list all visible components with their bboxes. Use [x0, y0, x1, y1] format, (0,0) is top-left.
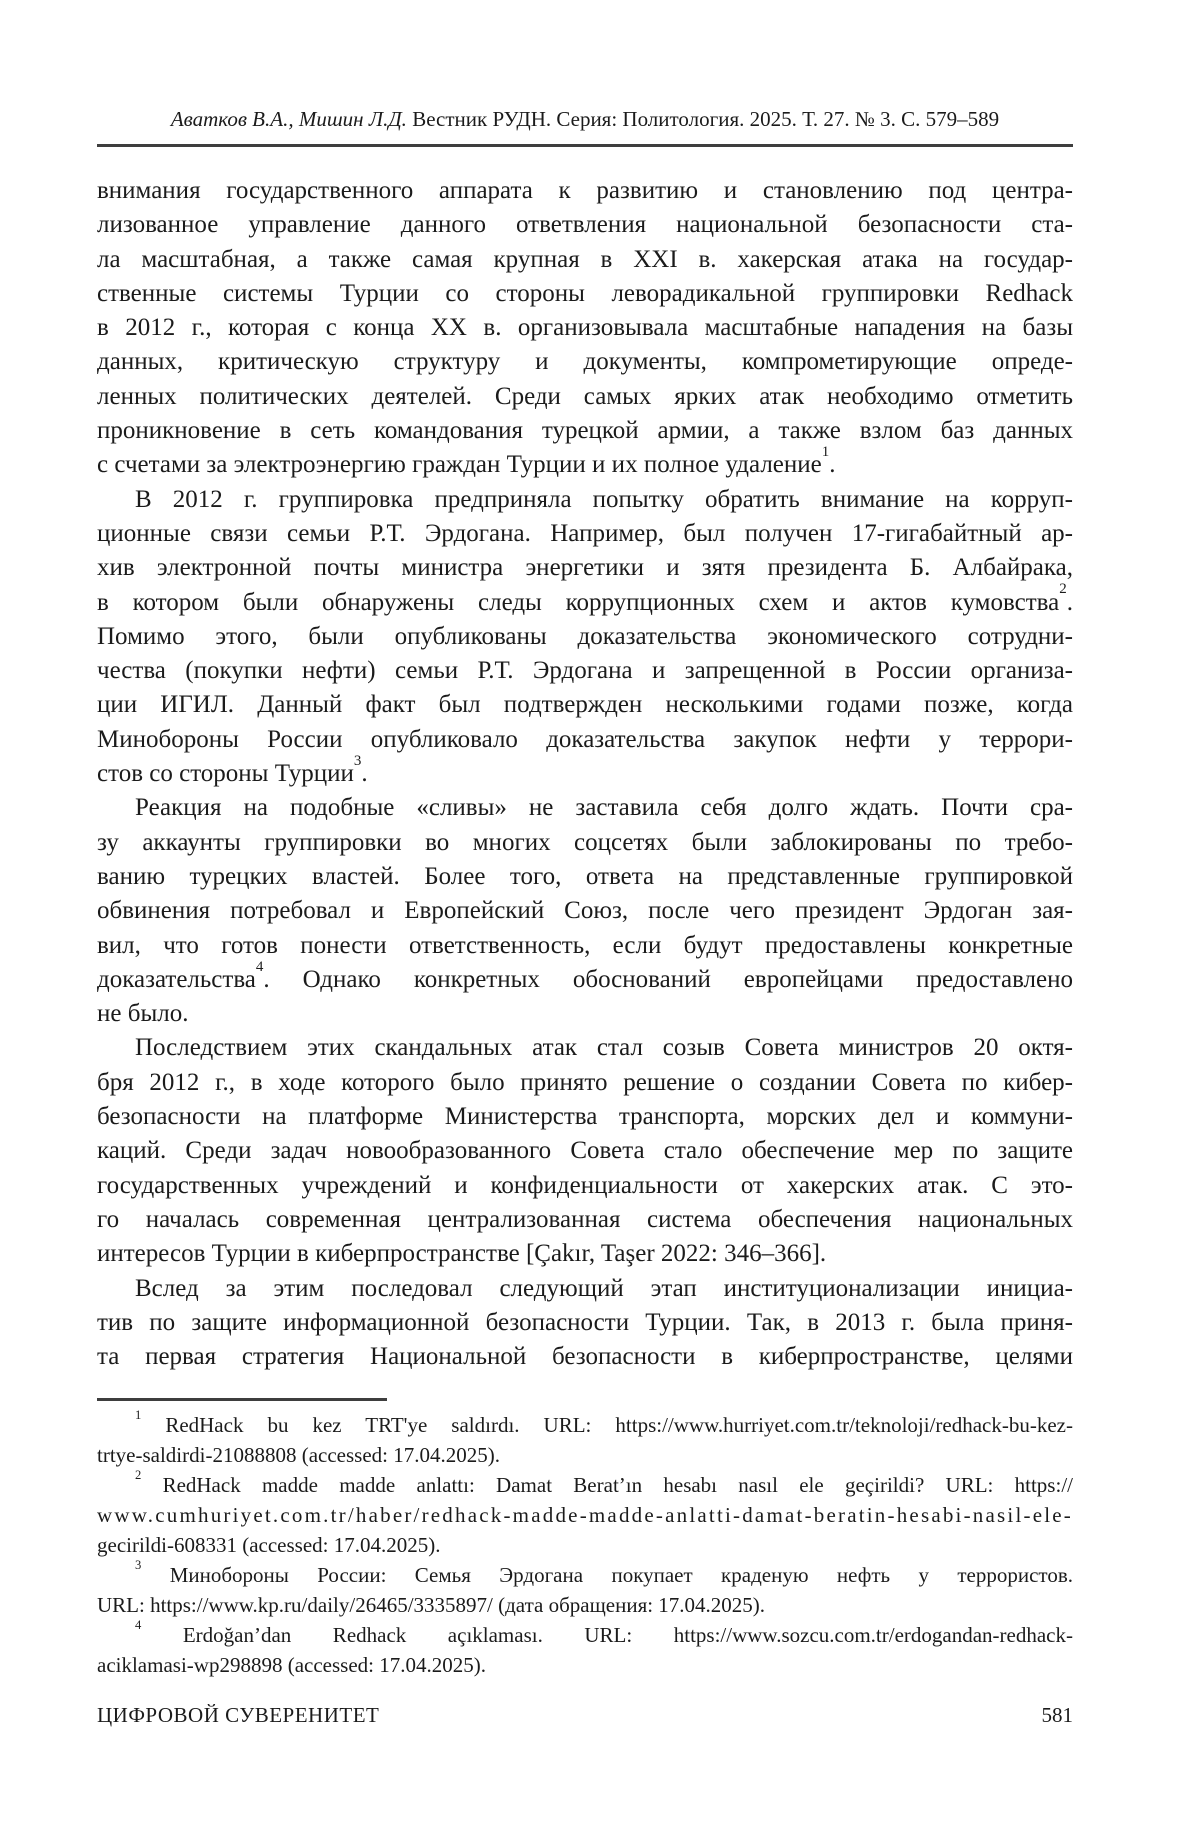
footnote — [97, 1617, 1073, 1680]
text-line: с счетами за электроэнергию граждан Турции и их полное удаление$^1$. — [97, 444, 836, 479]
text-line: ции ИГИЛ. Данный факт был подтвержден несколькими годами позже, когда — [97, 691, 1073, 719]
footnote-marker: 2 — [1059, 581, 1067, 598]
text-line: в котором были обнаружены следы коррупционных схем и актов кумовства$^2$. — [97, 581, 1073, 616]
text-line: ленных политических деятелей. Среди самых ярких атак необходимо отметить — [97, 382, 1073, 410]
text-line: ванию турецких властей. Более того, ответа на представленные группировкой — [97, 862, 1073, 890]
footnote-marker: 2 — [135, 1467, 142, 1482]
running-header-authors: Аватков В.А., Мишин Л.Д. — [170, 107, 407, 131]
body-paragraph — [97, 1031, 1073, 1271]
text-line: www.cumhuriyet.com.tr/haber/redhack-madde-madde-anlatti-damat-beratin-hesabi-nasil-ele- — [97, 1503, 1073, 1528]
footnote — [97, 1557, 1073, 1620]
footnote-marker: 1 — [821, 444, 830, 461]
footnote-marker: 4 — [135, 1617, 142, 1632]
text-line: проникновение в сеть командования турецкой армии, а также взлом баз данных — [97, 417, 1073, 445]
footnote-marker: 3 — [353, 752, 362, 769]
text-line: доказательства$^4$. Однако конкретных обоснований европейцами предоставлено — [97, 958, 1073, 993]
page-footer — [97, 1702, 1073, 1728]
text-line: бря 2012 г., в ходе которого было принято решение о создании Совета по кибер- — [97, 1068, 1073, 1096]
text-line: $^3$ Минобороны России: Семья Эрдогана покупает краденую нефть у террористов. — [135, 1557, 1073, 1588]
footnote — [97, 1467, 1073, 1560]
running-header-citation: Вестник РУДН. Серия: Политология. 2025. Т. 27. № 3. С. 579–589 — [406, 107, 1000, 131]
article-body — [97, 174, 1073, 1374]
text-line: та первая стратегия Национальной безопасности в киберпространстве, целями — [97, 1343, 1073, 1371]
text-line: $^2$ RedHack madde madde anlattı: Damat Berat’ın hesabı nasıl ele geçirildi? URL: https:// — [135, 1467, 1073, 1498]
text-line: ла масштабная, а также самая крупная в XXI в. хакерская атака на государ- — [97, 245, 1073, 273]
text-line: безопасности на платформе Министерства транспорта, морских дел и коммуни- — [97, 1103, 1073, 1131]
text-line: URL: https://www.kp.ru/daily/26465/3335897/ (дата обращения: 17.04.2025). — [97, 1593, 766, 1618]
text-line: хив электронной почты министра энергетики и зятя президента Б. Албайрака, — [97, 554, 1073, 582]
text-line: интересов Турции в киберпространстве [Çakır, Taşer 2022: 346–366]. — [97, 1240, 827, 1268]
text-line: тив по защите информационной безопасности Турции. Так, в 2013 г. была приня- — [97, 1308, 1073, 1336]
text-line: Реакция на подобные «сливы» не заставила себя долго ждать. Почти сра- — [135, 794, 1073, 822]
text-line: лизованное управление данного ответвления национальной безопасности ста- — [97, 211, 1073, 239]
text-line: вил, что готов понести ответственность, если будут предоставлены конкретные — [97, 931, 1073, 959]
text-line: не было. — [97, 1000, 189, 1028]
text-line: gecirildi-608331 (accessed: 17.04.2025). — [97, 1533, 441, 1558]
text-line: В 2012 г. группировка предприняла попытку обратить внимание на корруп- — [135, 485, 1073, 513]
body-paragraph — [97, 483, 1073, 792]
text-line: каций. Среди задач новообразованного Совета стало обеспечение мер по защите — [97, 1137, 1073, 1165]
footer-section-title: ЦИФРОВОЙ СУВЕРЕНИТЕТ — [97, 1703, 380, 1728]
text-line: Минобороны России опубликовало доказательства закупок нефти у террори- — [97, 725, 1073, 753]
text-line: в 2012 г., которая с конца XX в. организовывала масштабные нападения на базы — [97, 314, 1073, 342]
footer-page-number: 581 — [1041, 1703, 1073, 1728]
text-line: Последствием этих скандальных атак стал созыв Совета министров 20 октя- — [135, 1034, 1073, 1062]
text-line: $^1$ RedHack bu kez TRT'ye saldırdı. URL: https://www.hurriyet.com.tr/teknoloji/redhack-bu-kez- — [135, 1407, 1073, 1438]
footnote-marker: 1 — [135, 1407, 142, 1422]
footnote-marker: 4 — [255, 958, 264, 975]
footnote-separator — [97, 1398, 387, 1401]
text-line: Вслед за этим последовал следующий этап институционализации инициа- — [135, 1274, 1073, 1302]
text-line: зу аккаунты группировки во многих соцсетях были заблокированы по требо- — [97, 828, 1073, 856]
text-line: внимания государственного аппарата к развитию и становлению под центра- — [97, 177, 1073, 204]
running-header — [97, 106, 1073, 132]
footnote-marker: 3 — [135, 1557, 142, 1572]
text-line: государственных учреждений и конфиденциальности от хакерских атак. С это- — [97, 1171, 1073, 1199]
text-line: aciklamasi-wp298898 (accessed: 17.04.2025). — [97, 1653, 486, 1678]
body-paragraph — [97, 174, 1073, 483]
footnote — [97, 1407, 1073, 1470]
body-paragraph — [97, 791, 1073, 1031]
text-line: чества (покупки нефти) семьи Р.Т. Эрдогана и запрещенной в России организа- — [97, 657, 1073, 685]
text-line: обвинения потребовал и Европейский Союз, после чего президент Эрдоган зая- — [97, 897, 1073, 925]
text-line: trtye-saldirdi-21088808 (accessed: 17.04.2025). — [97, 1443, 500, 1468]
text-line: стов со стороны Турции$^3$. — [97, 752, 368, 788]
header-rule — [97, 144, 1073, 147]
text-line: Помимо этого, были опубликованы доказательства экономического сотрудни- — [97, 622, 1073, 650]
text-line: го началась современная централизованная система обеспечения национальных — [97, 1205, 1073, 1233]
footnotes — [97, 1407, 1073, 1680]
text-line: $^4$ Erdoğan’dan Redhack açıklaması. URL: https://www.sozcu.com.tr/erdogandan-redhack- — [135, 1617, 1073, 1648]
text-line: ционные связи семьи Р.Т. Эрдогана. Например, был получен 17-гигабайтный ар- — [97, 519, 1073, 547]
body-paragraph — [97, 1272, 1073, 1375]
text-line: данных, критическую структуру и документы, компрометирующие опреде- — [97, 348, 1073, 376]
text-line: ственные системы Турции со стороны леворадикальной группировки Redhack — [97, 279, 1073, 307]
